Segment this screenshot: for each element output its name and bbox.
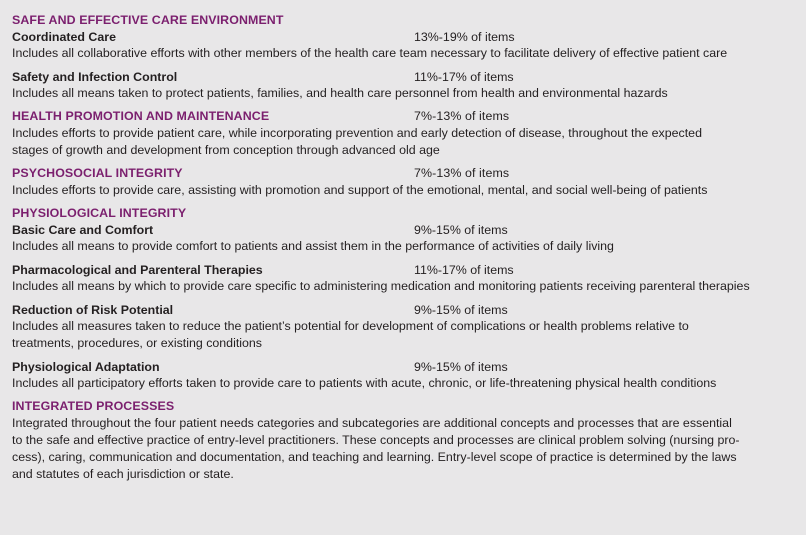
psychosocial-integrity-percent: 7%-13% of items	[414, 166, 510, 180]
pharmacological-therapies-heading: Pharmacological and Parenteral Therapies 11%-17% of items	[12, 263, 514, 277]
health-promotion-description-line2: stages of growth and development from conception through advanced old age	[12, 143, 440, 157]
health-promotion-percent: 7%-13% of items	[414, 109, 510, 123]
risk-reduction-description-line1: Includes all measures taken to reduce the patient’s potential for development of complications or health problems relative to	[12, 319, 689, 333]
basic-care-comfort-description: Includes all means to provide comfort to patients and assist them in the performance of activities of daily living	[12, 239, 614, 253]
integrated-processes-heading: INTEGRATED PROCESSES	[12, 399, 175, 413]
safety-infection-control-description: Includes all means taken to protect patients, families, and health care personnel from health and environmental hazards	[12, 86, 668, 100]
health-promotion-heading: HEALTH PROMOTION AND MAINTENANCE 7%-13% of items	[12, 109, 510, 123]
physiological-integrity-heading: PHYSIOLOGICAL INTEGRITY	[12, 206, 187, 220]
physiological-adaptation-description: Includes all participatory efforts taken to provide care to patients with acute, chronic, or life-threatening physical health conditions	[12, 376, 717, 390]
safe-effective-care-heading: SAFE AND EFFECTIVE CARE ENVIRONMENT	[12, 13, 284, 27]
health-promotion-description-line1: Includes efforts to provide patient care, while incorporating prevention and early detection of disease, throughout the expected	[12, 126, 702, 140]
coordinated-care-heading: Coordinated Care 13%-19% of items	[12, 30, 515, 44]
integrated-processes-line1: Integrated throughout the four patient needs categories and subcategories are additional concepts and processes that are essential	[12, 416, 732, 430]
physiological-adaptation-heading: Physiological Adaptation 9%-15% of items	[12, 360, 508, 374]
pharmacological-therapies-percent: 11%-17% of items	[414, 263, 514, 277]
integrated-processes-line4: and statutes of each jurisdiction or state.	[12, 467, 234, 481]
risk-reduction-heading: Reduction of Risk Potential 9%-15% of items	[12, 303, 508, 317]
basic-care-comfort-heading: Basic Care and Comfort 9%-15% of items	[12, 223, 508, 237]
physiological-adaptation-percent: 9%-15% of items	[414, 360, 508, 374]
coordinated-care-percent: 13%-19% of items	[414, 30, 515, 44]
safety-infection-control-heading: Safety and Infection Control 11%-17% of items	[12, 70, 514, 84]
basic-care-comfort-percent: 9%-15% of items	[414, 223, 508, 237]
psychosocial-integrity-description: Includes efforts to provide care, assisting with promotion and support of the emotional, mental, and social well-being of patients	[12, 183, 708, 197]
coordinated-care-description: Includes all collaborative efforts with other members of the health care team necessary to facilitate delivery of effective patient care	[12, 46, 728, 60]
psychosocial-integrity-heading: PSYCHOSOCIAL INTEGRITY 7%-13% of items	[12, 166, 510, 180]
integrated-processes-line3: cess), caring, communication and documentation, and teaching and learning. Entry-level scope of practice is determined by the laws	[12, 450, 737, 464]
pharmacological-therapies-description: Includes all means by which to provide care specific to administering medication and monitoring patients receiving parenteral therapies	[12, 279, 750, 293]
integrated-processes-line2: to the safe and effective practice of entry-level practitioners. These concepts and processes are clinical problem solving (nursing pro-	[12, 433, 740, 447]
risk-reduction-description-line2: treatments, procedures, or existing conditions	[12, 336, 263, 350]
risk-reduction-percent: 9%-15% of items	[414, 303, 508, 317]
safety-infection-control-percent: 11%-17% of items	[414, 70, 514, 84]
